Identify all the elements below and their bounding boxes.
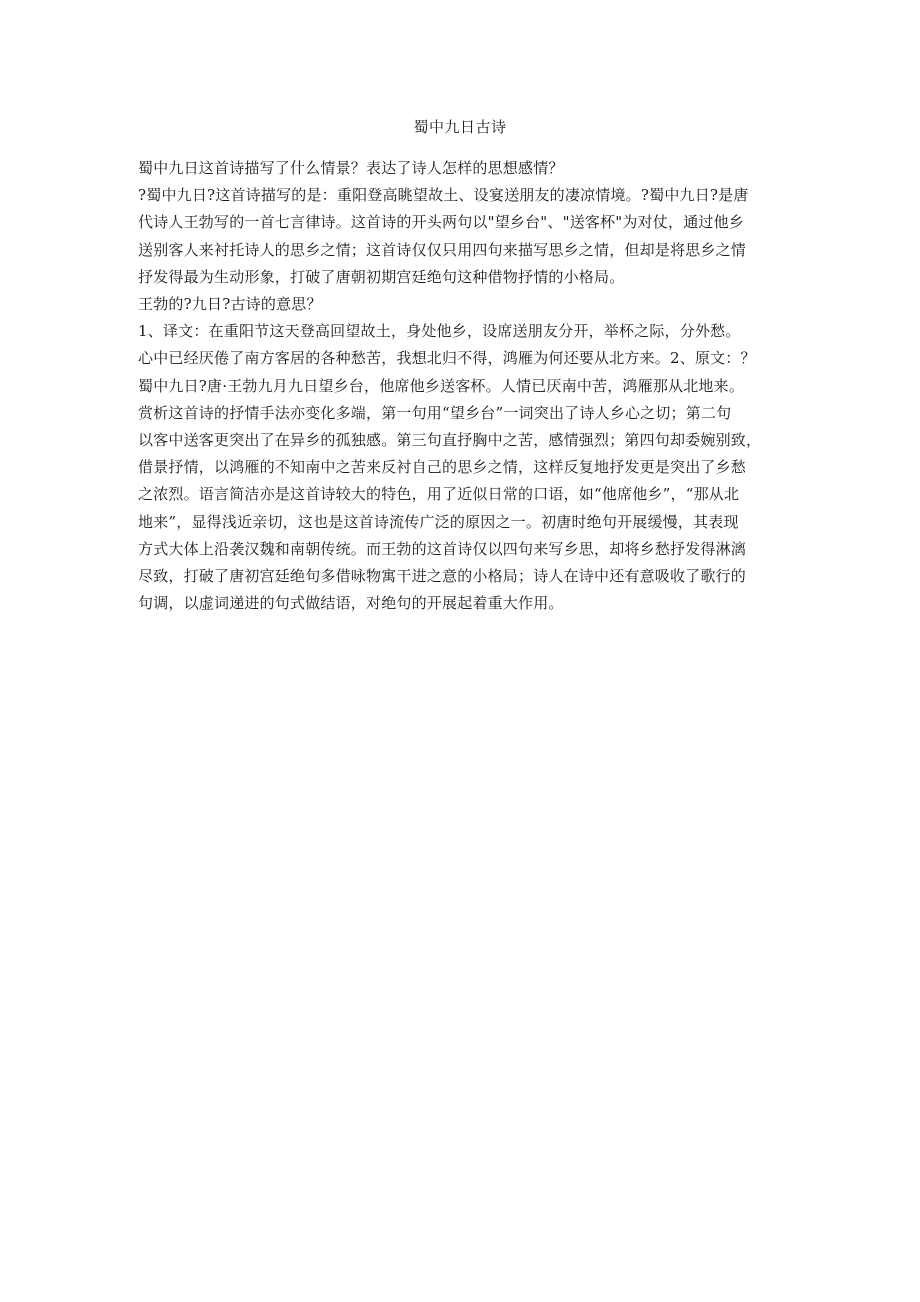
- body-line: 1、译文：在重阳节这天登高回望故土，身处他乡，设席送朋友分开，举杯之际，分外愁。: [138, 322, 741, 341]
- body-line: 尽致，打破了唐初宫廷绝句多借咏物寓干进之意的小格局；诗人在诗中还有意吸收了歌行的: [138, 567, 747, 586]
- body-line: ?蜀中九日?这首诗描写的是：重阳登高眺望故土、设宴送朋友的凄凉情境。?蜀中九日?是唐: [138, 186, 749, 205]
- body-line: 赏析这首诗的抒情手法亦变化多端，第一句用“望乡台”一词突出了诗人乡心之切；第二句: [138, 403, 732, 422]
- body-line: 地来”，显得浅近亲切，这也是这首诗流传广泛的原因之一。初唐时绝句开展缓慢，其表现: [138, 512, 739, 531]
- body-line: 之浓烈。语言简洁亦是这首诗较大的特色，用了近似日常的口语，如“他席他乡”，“那从北: [138, 485, 740, 504]
- body-line: 句调，以虚词递进的句式做结语，对绝句的开展起着重大作用。: [138, 594, 564, 613]
- body-line: 蜀中九日?唐·王勃九月九日望乡台，他席他乡送客杯。人情已厌南中苦，鸿雁那从北地来。: [138, 376, 745, 395]
- document-body: [138, 155, 788, 617]
- document-title: 蜀中九日古诗: [413, 118, 507, 136]
- body-line: 王勃的?九日?古诗的意思？: [138, 295, 322, 314]
- body-line: 代诗人王勃写的一首七言律诗。这首诗的开头两句以"望乡台"、"送客杯"为对仗，通过他乡: [138, 213, 745, 232]
- body-line: 以客中送客更突出了在异乡的孤独感。第三句直抒胸中之苦，感情强烈；第四句却委婉别致，: [138, 431, 762, 450]
- body-line: 送别客人来衬托诗人的思乡之情；这首诗仅仅只用四句来描写思乡之情，但却是将思乡之情: [138, 240, 747, 259]
- body-line: 方式大体上沿袭汉魏和南朝传统。而王勃的这首诗仅以四句来写乡思，却将乡愁抒发得淋漓: [138, 539, 747, 558]
- body-line: 蜀中九日这首诗描写了什么情景？表达了诗人怎样的思想感情？: [138, 159, 564, 177]
- body-line: 心中已经厌倦了南方客居的各种愁苦，我想北归不得，鸿雁为何还要从北方来。2、原文：？: [138, 349, 756, 368]
- body-line: 借景抒情，以鸿雁的不知南中之苦来反衬自己的思乡之情，这样反复地抒发更是突出了乡愁: [138, 458, 747, 477]
- body-line: 抒发得最为生动形象，打破了唐朝初期宫廷绝句这种借物抒情的小格局。: [138, 267, 625, 286]
